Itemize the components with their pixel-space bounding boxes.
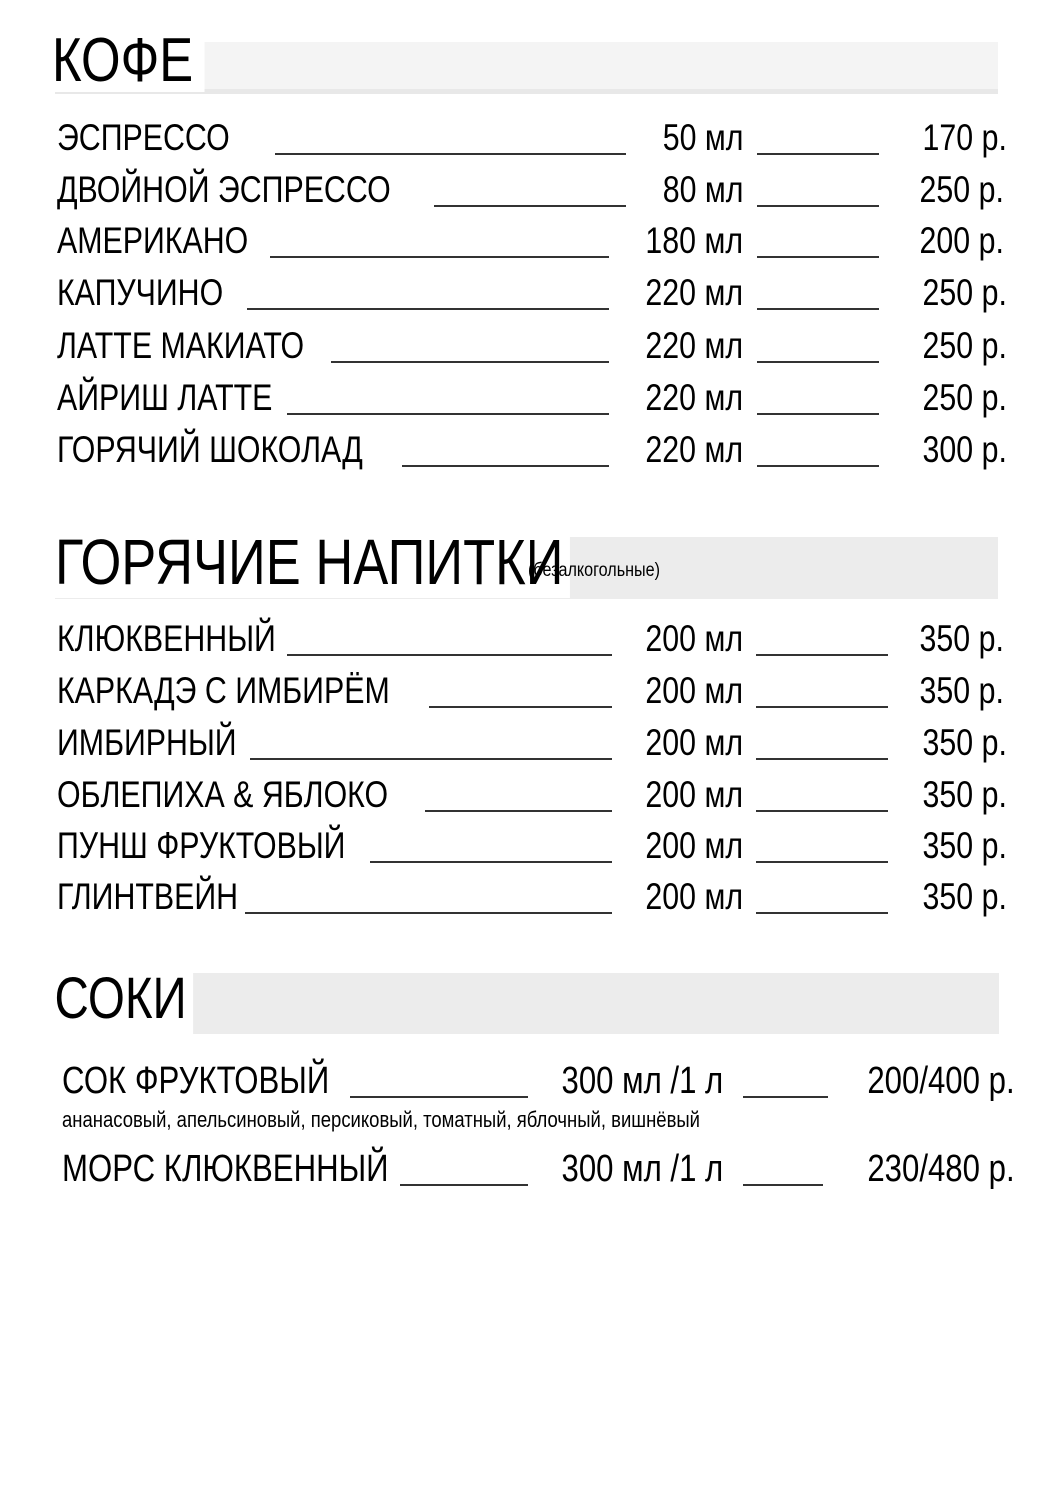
item-name: ПУНШ ФРУКТОВЫЙ — [57, 825, 346, 866]
menu-item — [0, 724, 1061, 768]
section-note: (безалкогольные) — [528, 560, 661, 581]
leader-line — [429, 706, 612, 708]
leader-line — [756, 861, 888, 863]
item-name: ДВОЙНОЙ ЭСПРЕССО — [57, 169, 391, 210]
item-description: ананасовый, апельсиновый, персиковый, томатный, яблочный, вишнёвый — [62, 1107, 701, 1132]
leader-line — [400, 1184, 528, 1186]
section-title: СОКИ — [48, 970, 193, 1034]
leader-line — [743, 1184, 823, 1186]
item-name: ЭСПРЕССО — [57, 117, 230, 158]
menu-item — [0, 1062, 1061, 1106]
leader-line — [402, 465, 609, 467]
item-volume: 200 мл — [645, 722, 743, 763]
leader-line — [757, 205, 879, 207]
item-volume: 50 мл — [662, 117, 743, 158]
leader-line — [756, 706, 888, 708]
item-name: МОРС КЛЮКВЕННЫЙ — [62, 1148, 389, 1190]
menu-item — [0, 327, 1061, 371]
item-price: 350 р. — [922, 876, 1007, 917]
item-name: ГЛИНТВЕЙН — [57, 876, 239, 917]
leader-line — [370, 861, 612, 863]
item-volume: 300 мл /1 л — [561, 1148, 723, 1190]
item-price: 350 р. — [922, 825, 1007, 866]
item-volume: 200 мл — [645, 825, 743, 866]
menu-item — [0, 620, 1061, 664]
item-volume: 220 мл — [645, 325, 743, 366]
leader-line — [250, 758, 612, 760]
menu-item — [0, 672, 1061, 716]
menu-item — [0, 431, 1061, 475]
section-title: КОФЕ — [52, 30, 205, 92]
item-price: 300 р. — [922, 429, 1007, 470]
leader-line — [757, 256, 879, 258]
item-price: 230/480 р. — [867, 1148, 1015, 1190]
leader-line — [434, 205, 626, 207]
leader-line — [757, 465, 879, 467]
item-volume: 180 мл — [645, 220, 743, 261]
item-name: АМЕРИКАНО — [57, 220, 249, 261]
menu-item — [0, 222, 1061, 266]
leader-line — [757, 361, 879, 363]
item-name: АЙРИШ ЛАТТЕ — [57, 377, 273, 418]
item-volume: 200 мл — [645, 876, 743, 917]
item-volume: 80 мл — [662, 169, 743, 210]
menu-item — [0, 878, 1061, 922]
item-name: ГОРЯЧИЙ ШОКОЛАД — [57, 429, 363, 470]
leader-line — [425, 810, 612, 812]
menu-item — [0, 776, 1061, 820]
section-title: ГОРЯЧИЕ НАПИТКИ — [55, 530, 570, 598]
menu-item — [0, 119, 1061, 163]
item-name: ЛАТТЕ МАКИАТО — [57, 325, 305, 366]
leader-line — [270, 256, 609, 258]
item-price: 350 р. — [922, 774, 1007, 815]
menu-item — [0, 1150, 1061, 1194]
item-volume: 220 мл — [645, 429, 743, 470]
leader-line — [756, 654, 888, 656]
leader-line — [743, 1096, 828, 1098]
item-price: 250 р. — [919, 169, 1004, 210]
leader-line — [756, 758, 888, 760]
item-volume: 200 мл — [645, 618, 743, 659]
leader-line — [247, 308, 609, 310]
menu-item — [0, 827, 1061, 871]
leader-line — [331, 361, 609, 363]
leader-line — [757, 153, 879, 155]
item-name: КАРКАДЭ С ИМБИРЁМ — [57, 670, 390, 711]
item-price: 350 р. — [919, 670, 1004, 711]
item-price: 200 р. — [919, 220, 1004, 261]
item-price: 200/400 р. — [867, 1060, 1015, 1102]
item-volume: 220 мл — [645, 272, 743, 313]
item-name: КАПУЧИНО — [57, 272, 224, 313]
item-volume: 200 мл — [645, 670, 743, 711]
leader-line — [350, 1096, 528, 1098]
leader-line — [756, 912, 888, 914]
item-name: ОБЛЕПИХА & ЯБЛОКО — [57, 774, 389, 815]
leader-line — [287, 413, 609, 415]
leader-line — [756, 810, 888, 812]
item-volume: 200 мл — [645, 774, 743, 815]
item-volume: 220 мл — [645, 377, 743, 418]
leader-line — [287, 654, 612, 656]
item-volume: 300 мл /1 л — [561, 1060, 723, 1102]
menu-item — [0, 379, 1061, 423]
item-price: 350 р. — [922, 722, 1007, 763]
item-name: СОК ФРУКТОВЫЙ — [62, 1060, 330, 1102]
item-price: 250 р. — [922, 325, 1007, 366]
leader-line — [275, 153, 626, 155]
item-price: 350 р. — [919, 618, 1004, 659]
item-name: КЛЮКВЕННЫЙ — [57, 618, 276, 659]
item-price: 250 р. — [922, 377, 1007, 418]
menu-item — [0, 274, 1061, 318]
item-price: 250 р. — [922, 272, 1007, 313]
leader-line — [245, 912, 612, 914]
menu-item — [0, 171, 1061, 215]
item-price: 170 р. — [922, 117, 1007, 158]
item-name: ИМБИРНЫЙ — [57, 722, 237, 763]
leader-line — [757, 308, 879, 310]
leader-line — [757, 413, 879, 415]
